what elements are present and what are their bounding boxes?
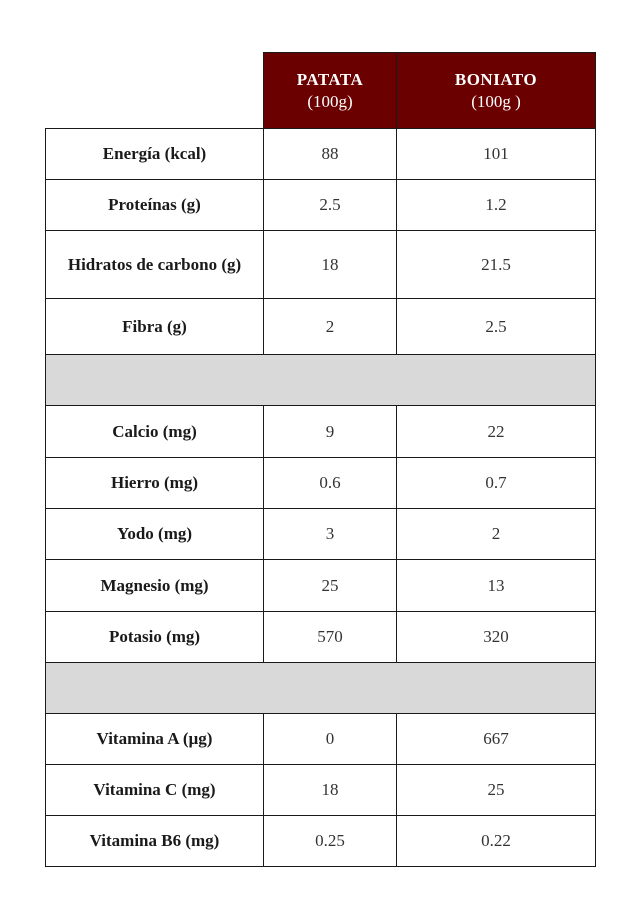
- patata-value: 0.25: [264, 816, 397, 867]
- column-header-boniato-unit: (100g ): [471, 91, 521, 111]
- table-row: [46, 612, 596, 663]
- table-row: [46, 231, 596, 299]
- boniato-value: 101: [397, 129, 596, 180]
- column-header-patata: [264, 53, 397, 129]
- table-row: [46, 180, 596, 231]
- patata-value: 88: [264, 129, 397, 180]
- table-header-row: [46, 53, 596, 129]
- header-blank-cell: [46, 53, 264, 129]
- patata-value: 9: [264, 406, 397, 458]
- patata-value: 2: [264, 299, 397, 355]
- row-label: Hierro (mg): [46, 458, 264, 509]
- nutrition-comparison-table: [45, 52, 596, 867]
- table-row: [46, 816, 596, 867]
- row-label: Vitamina C (mg): [46, 765, 264, 816]
- boniato-value: 21.5: [397, 231, 596, 299]
- table-row: [46, 299, 596, 355]
- boniato-value: 0.7: [397, 458, 596, 509]
- column-header-patata-title: PATATA: [296, 69, 364, 89]
- row-label: Vitamina A (µg): [46, 714, 264, 765]
- row-label: Calcio (mg): [46, 406, 264, 458]
- table-row: [46, 509, 596, 560]
- patata-value: 18: [264, 231, 397, 299]
- boniato-value: 22: [397, 406, 596, 458]
- patata-value: 0: [264, 714, 397, 765]
- section-separator-row: [46, 663, 596, 714]
- boniato-value: 1.2: [397, 180, 596, 231]
- boniato-value: 25: [397, 765, 596, 816]
- section-separator: [46, 355, 596, 406]
- boniato-value: 13: [397, 560, 596, 612]
- row-label: Yodo (mg): [46, 509, 264, 560]
- row-label: Proteínas (g): [46, 180, 264, 231]
- column-header-patata-unit: (100g): [307, 91, 353, 111]
- row-label: Potasio (mg): [46, 612, 264, 663]
- row-label: Hidratos de carbono (g): [46, 231, 264, 299]
- row-label: Energía (kcal): [46, 129, 264, 180]
- table-row: [46, 765, 596, 816]
- patata-value: 18: [264, 765, 397, 816]
- boniato-value: 320: [397, 612, 596, 663]
- row-label: Magnesio (mg): [46, 560, 264, 612]
- boniato-value: 0.22: [397, 816, 596, 867]
- column-header-boniato-title: BONIATO: [454, 69, 538, 89]
- boniato-value: 2: [397, 509, 596, 560]
- section-separator-row: [46, 355, 596, 406]
- table-row: [46, 129, 596, 180]
- table-row: [46, 458, 596, 509]
- patata-value: 570: [264, 612, 397, 663]
- patata-value: 25: [264, 560, 397, 612]
- boniato-value: 2.5: [397, 299, 596, 355]
- table-row: [46, 406, 596, 458]
- patata-value: 3: [264, 509, 397, 560]
- boniato-value: 667: [397, 714, 596, 765]
- patata-value: 0.6: [264, 458, 397, 509]
- row-label: Fibra (g): [46, 299, 264, 355]
- column-header-boniato: [397, 53, 596, 129]
- patata-value: 2.5: [264, 180, 397, 231]
- table-row: [46, 560, 596, 612]
- row-label: Vitamina B6 (mg): [46, 816, 264, 867]
- table-row: [46, 714, 596, 765]
- section-separator: [46, 663, 596, 714]
